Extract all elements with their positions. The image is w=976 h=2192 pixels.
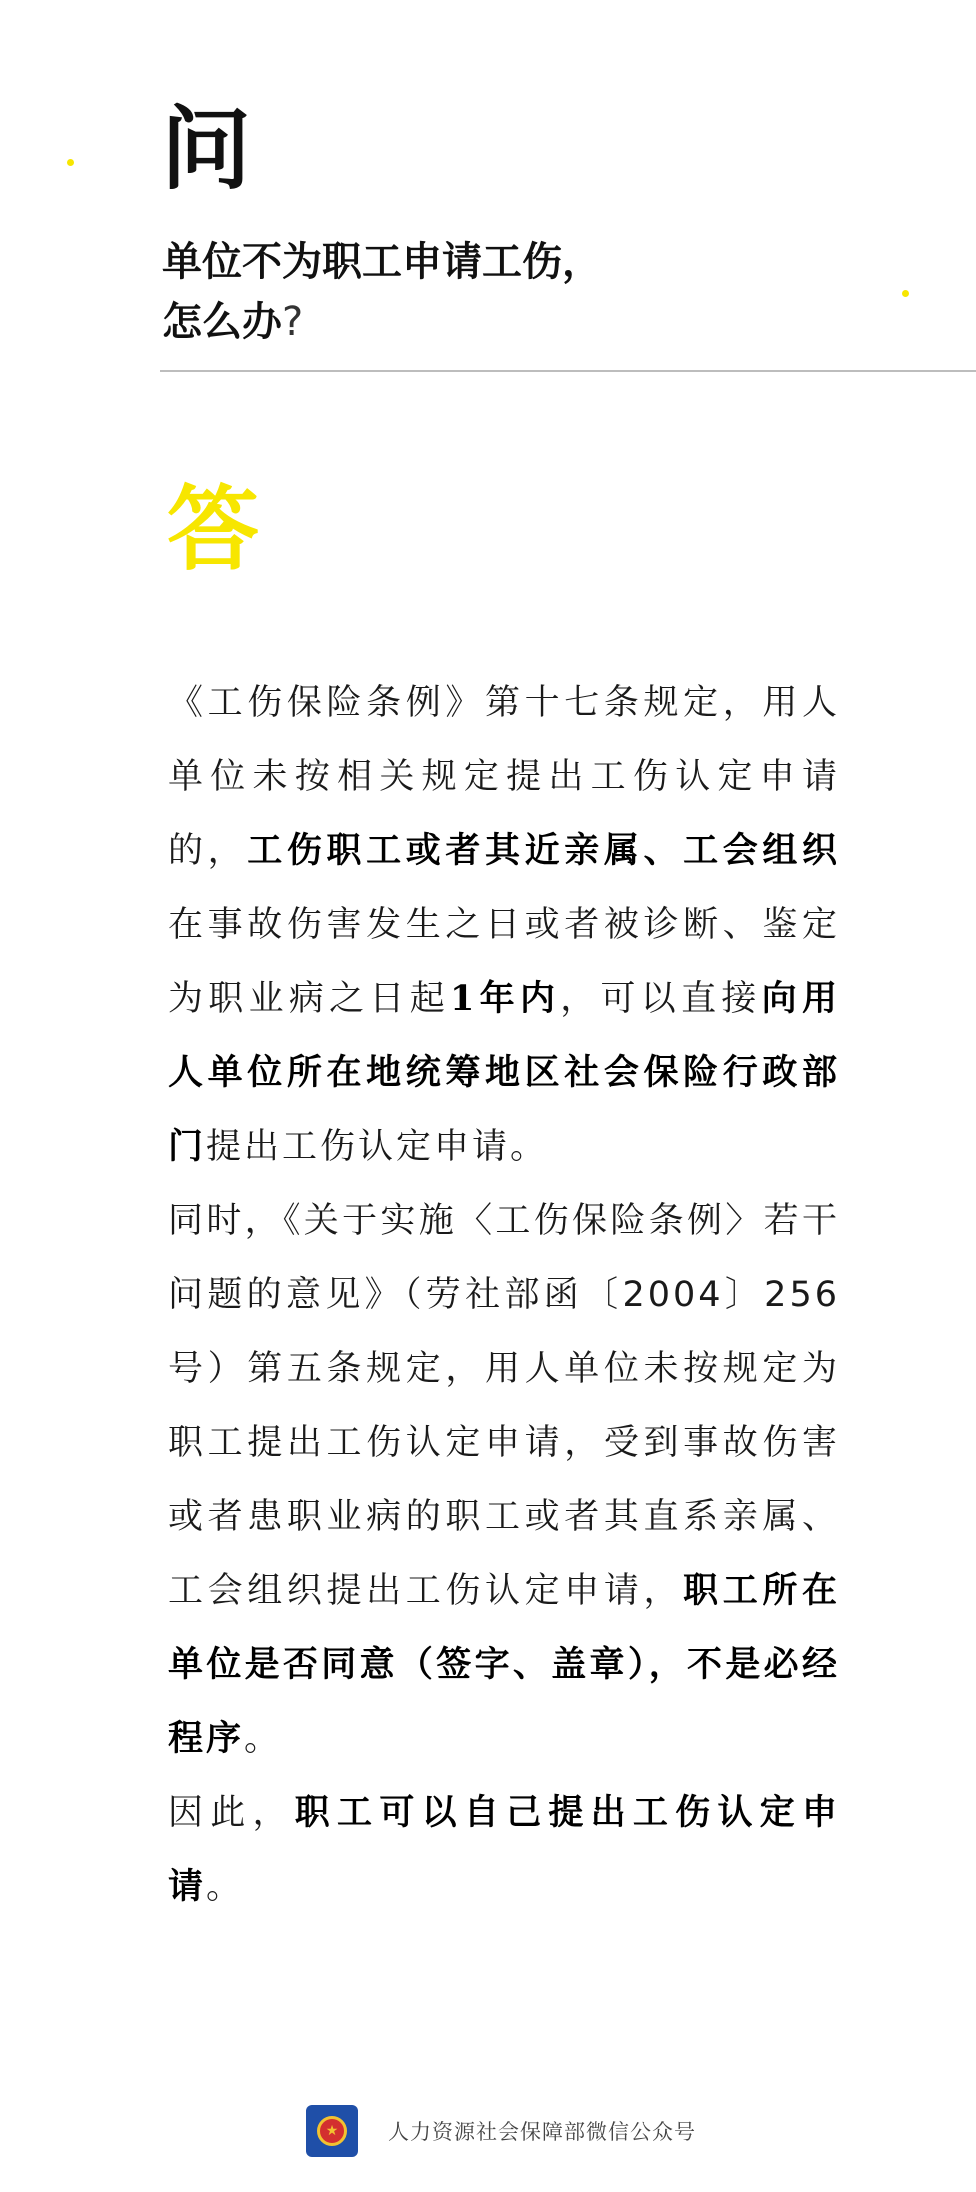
footer-source	[306, 2105, 696, 2157]
answer-paragraph-3	[168, 1776, 840, 1924]
answer-glyph: 答	[167, 475, 260, 583]
question-line-1: 单位不为职工申请工伤，	[162, 239, 602, 285]
answer-body	[168, 666, 840, 1924]
question-line-2: 怎么办	[162, 299, 282, 345]
answer-p2-bold-1: 职工所在单位是否同意（签字、盖章），不是必经程序	[168, 1570, 840, 1759]
answer-p2-text-1: 同时，《关于实施〈工伤保险条例〉若干问题的意见》（劳社部函〔2004〕256号）第五条规定，用人单位未按规定为职工提出工伤认定申请，受到事故伤害或者患职业病的职工或者其直系亲属、工会组织提出工伤认定申请，	[168, 1201, 840, 1611]
decorative-dot-left	[67, 159, 74, 166]
question-mark: ?	[282, 299, 304, 345]
answer-p1-text-1: 《工伤保险条例》第十七条规定，用人单位未按相关规定提出工伤认定申请的，	[168, 683, 840, 871]
answer-p1-text-3: ，可以直接	[560, 979, 762, 1019]
answer-p2-text-2: 。	[244, 1719, 283, 1759]
section-divider	[160, 370, 976, 372]
question-glyph: 问	[161, 96, 251, 202]
answer-p3-bold-1: 职工可以自己提出工伤认定申请	[168, 1792, 840, 1907]
national-emblem-icon: ★	[306, 2105, 358, 2157]
question-title	[162, 232, 782, 352]
answer-paragraph-1	[168, 666, 840, 1184]
answer-paragraph-2	[168, 1184, 840, 1776]
footer-source-text: 人力资源社会保障部微信公众号	[388, 2120, 696, 2144]
decorative-dot-right	[902, 290, 909, 297]
answer-p3-text-2: 。	[206, 1867, 245, 1907]
answer-p3-text-1: 因此，	[168, 1793, 295, 1833]
answer-p1-bold-1: 工伤职工或者其近亲属、工会组织	[247, 830, 840, 871]
answer-p1-text-2: 在事故伤害发生之日或者被诊断、鉴定为职业病之日起	[168, 905, 840, 1019]
answer-p1-bold-3: 向用人单位所在地统筹地区社会保险行政部门	[168, 978, 840, 1167]
answer-p1-bold-2: 1年内	[450, 978, 561, 1019]
answer-p1-text-4: 提出工伤认定申请。	[206, 1127, 549, 1167]
